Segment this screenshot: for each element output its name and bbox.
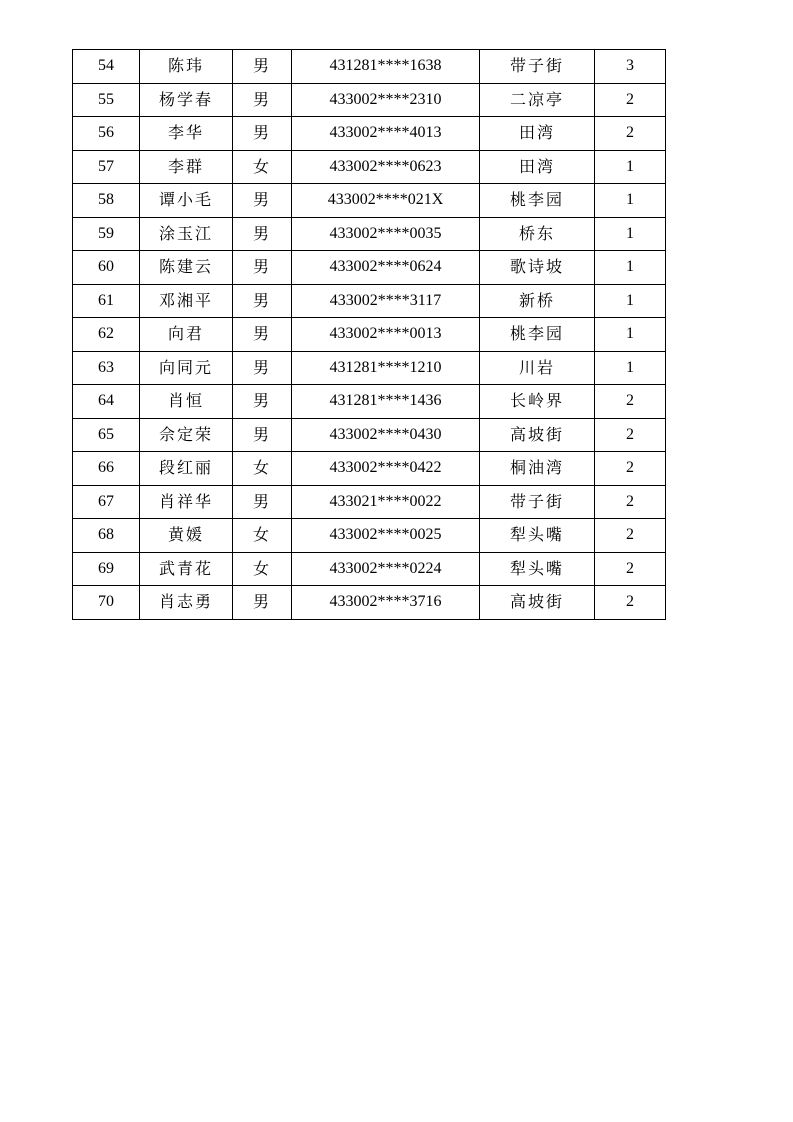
- count-cell: 2: [595, 485, 666, 519]
- name-cell: 谭小毛: [140, 184, 233, 218]
- name-cell: 段红丽: [140, 452, 233, 486]
- id-number-cell: 433002****0224: [292, 552, 480, 586]
- serial-number-cell: 60: [73, 251, 140, 285]
- id-number-cell: 431281****1638: [292, 50, 480, 84]
- table-row: [73, 318, 666, 352]
- gender-cell: 男: [233, 485, 292, 519]
- name-cell: 李华: [140, 117, 233, 151]
- table-row: [73, 117, 666, 151]
- serial-number-cell: 65: [73, 418, 140, 452]
- address-cell: 二凉亭: [480, 83, 595, 117]
- name-cell: 向君: [140, 318, 233, 352]
- serial-number-cell: 69: [73, 552, 140, 586]
- count-cell: 1: [595, 351, 666, 385]
- name-cell: 杨学春: [140, 83, 233, 117]
- table-row: [73, 50, 666, 84]
- name-cell: 武青花: [140, 552, 233, 586]
- table-row: [73, 452, 666, 486]
- count-cell: 2: [595, 418, 666, 452]
- gender-cell: 男: [233, 418, 292, 452]
- address-cell: 田湾: [480, 150, 595, 184]
- id-number-cell: 433002****2310: [292, 83, 480, 117]
- table-row: [73, 519, 666, 553]
- gender-cell: 男: [233, 284, 292, 318]
- id-number-cell: 433021****0022: [292, 485, 480, 519]
- gender-cell: 男: [233, 385, 292, 419]
- gender-cell: 女: [233, 552, 292, 586]
- name-cell: 涂玉江: [140, 217, 233, 251]
- gender-cell: 男: [233, 586, 292, 620]
- serial-number-cell: 66: [73, 452, 140, 486]
- gender-cell: 男: [233, 83, 292, 117]
- gender-cell: 女: [233, 519, 292, 553]
- count-cell: 2: [595, 385, 666, 419]
- table-row: [73, 251, 666, 285]
- id-number-cell: 433002****0623: [292, 150, 480, 184]
- id-number-cell: 433002****0430: [292, 418, 480, 452]
- table-row: [73, 485, 666, 519]
- address-cell: 桥东: [480, 217, 595, 251]
- gender-cell: 男: [233, 184, 292, 218]
- gender-cell: 男: [233, 251, 292, 285]
- table-row: [73, 552, 666, 586]
- count-cell: 1: [595, 284, 666, 318]
- id-number-cell: 433002****0624: [292, 251, 480, 285]
- name-cell: 肖志勇: [140, 586, 233, 620]
- name-cell: 佘定荣: [140, 418, 233, 452]
- count-cell: 2: [595, 83, 666, 117]
- gender-cell: 男: [233, 50, 292, 84]
- count-cell: 2: [595, 519, 666, 553]
- serial-number-cell: 56: [73, 117, 140, 151]
- name-cell: 肖祥华: [140, 485, 233, 519]
- serial-number-cell: 67: [73, 485, 140, 519]
- serial-number-cell: 64: [73, 385, 140, 419]
- count-cell: 2: [595, 117, 666, 151]
- count-cell: 1: [595, 150, 666, 184]
- gender-cell: 男: [233, 318, 292, 352]
- count-cell: 2: [595, 586, 666, 620]
- id-number-cell: 433002****3716: [292, 586, 480, 620]
- id-number-cell: 433002****4013: [292, 117, 480, 151]
- address-cell: 带子街: [480, 485, 595, 519]
- address-cell: 带子街: [480, 50, 595, 84]
- address-cell: 桐油湾: [480, 452, 595, 486]
- gender-cell: 男: [233, 117, 292, 151]
- table-row: [73, 586, 666, 620]
- count-cell: 1: [595, 217, 666, 251]
- serial-number-cell: 55: [73, 83, 140, 117]
- serial-number-cell: 57: [73, 150, 140, 184]
- address-cell: 桃李园: [480, 184, 595, 218]
- gender-cell: 男: [233, 351, 292, 385]
- id-number-cell: 433002****0035: [292, 217, 480, 251]
- count-cell: 2: [595, 452, 666, 486]
- address-cell: 高坡街: [480, 586, 595, 620]
- table-row: [73, 217, 666, 251]
- serial-number-cell: 63: [73, 351, 140, 385]
- table-body: [73, 50, 666, 620]
- name-cell: 肖恒: [140, 385, 233, 419]
- count-cell: 1: [595, 318, 666, 352]
- id-number-cell: 433002****0013: [292, 318, 480, 352]
- id-number-cell: 433002****0025: [292, 519, 480, 553]
- address-cell: 高坡街: [480, 418, 595, 452]
- serial-number-cell: 70: [73, 586, 140, 620]
- address-cell: 长岭界: [480, 385, 595, 419]
- serial-number-cell: 61: [73, 284, 140, 318]
- table-row: [73, 150, 666, 184]
- id-number-cell: 433002****021X: [292, 184, 480, 218]
- count-cell: 3: [595, 50, 666, 84]
- gender-cell: 女: [233, 150, 292, 184]
- name-cell: 陈建云: [140, 251, 233, 285]
- address-cell: 犁头嘴: [480, 519, 595, 553]
- address-cell: 犁头嘴: [480, 552, 595, 586]
- table-row: [73, 184, 666, 218]
- name-cell: 邓湘平: [140, 284, 233, 318]
- address-cell: 新桥: [480, 284, 595, 318]
- table-row: [73, 418, 666, 452]
- name-cell: 向同元: [140, 351, 233, 385]
- name-cell: 李群: [140, 150, 233, 184]
- table-row: [73, 385, 666, 419]
- serial-number-cell: 68: [73, 519, 140, 553]
- count-cell: 2: [595, 552, 666, 586]
- gender-cell: 女: [233, 452, 292, 486]
- id-number-cell: 431281****1210: [292, 351, 480, 385]
- name-cell: 黄媛: [140, 519, 233, 553]
- serial-number-cell: 62: [73, 318, 140, 352]
- address-cell: 歌诗坡: [480, 251, 595, 285]
- serial-number-cell: 58: [73, 184, 140, 218]
- address-cell: 川岩: [480, 351, 595, 385]
- id-number-cell: 433002****3117: [292, 284, 480, 318]
- id-number-cell: 433002****0422: [292, 452, 480, 486]
- name-cell: 陈玮: [140, 50, 233, 84]
- table-row: [73, 284, 666, 318]
- address-cell: 桃李园: [480, 318, 595, 352]
- count-cell: 1: [595, 184, 666, 218]
- serial-number-cell: 54: [73, 50, 140, 84]
- gender-cell: 男: [233, 217, 292, 251]
- count-cell: 1: [595, 251, 666, 285]
- data-table: [72, 49, 666, 620]
- serial-number-cell: 59: [73, 217, 140, 251]
- address-cell: 田湾: [480, 117, 595, 151]
- table-row: [73, 83, 666, 117]
- table-row: [73, 351, 666, 385]
- id-number-cell: 431281****1436: [292, 385, 480, 419]
